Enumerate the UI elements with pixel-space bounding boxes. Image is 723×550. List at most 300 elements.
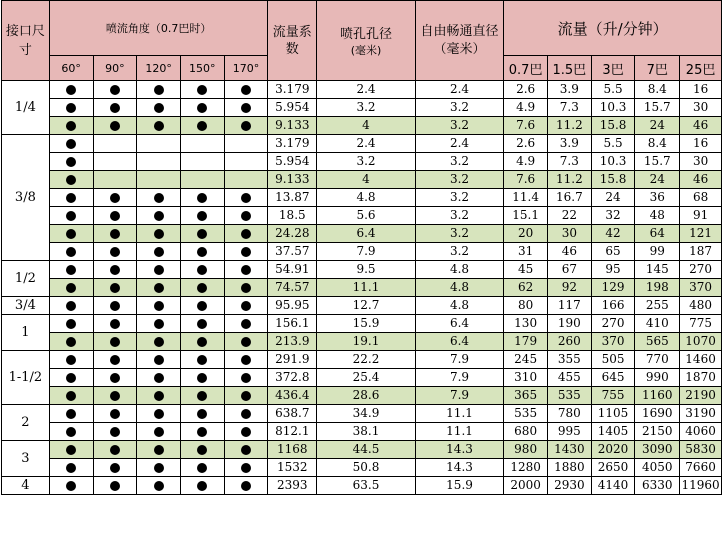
passage-cell: 2.4 [415, 135, 503, 153]
angle-cell [224, 477, 268, 495]
orifice-cell: 19.1 [317, 333, 416, 351]
available-dot-icon [110, 301, 120, 311]
available-dot-icon [197, 283, 207, 293]
available-dot-icon [66, 283, 76, 293]
angle-cell [180, 333, 224, 351]
flow-cell: 65 [591, 243, 635, 261]
passage-cell: 15.9 [415, 477, 503, 495]
angle-cell [49, 153, 93, 171]
header-coef: 流量系数 [268, 1, 317, 81]
available-dot-icon [66, 175, 76, 185]
flow-cell: 2930 [547, 477, 591, 495]
flow-cell: 410 [635, 315, 680, 333]
angle-cell [49, 333, 93, 351]
angle-cell [93, 117, 137, 135]
available-dot-icon [154, 391, 164, 401]
flow-cell: 24 [591, 189, 635, 207]
angle-cell [137, 153, 181, 171]
flow-cell: 36 [635, 189, 680, 207]
angle-cell [224, 81, 268, 99]
flow-cell: 505 [591, 351, 635, 369]
header-pressure: 7巴 [635, 56, 680, 81]
table-row [2, 135, 722, 153]
flow-cell: 4050 [635, 459, 680, 477]
flow-cell: 8.4 [635, 81, 680, 99]
angle-cell [180, 351, 224, 369]
flow-cell: 95 [591, 261, 635, 279]
flow-cell: 92 [547, 279, 591, 297]
passage-cell: 3.2 [415, 117, 503, 135]
available-dot-icon [197, 301, 207, 311]
available-dot-icon [110, 373, 120, 383]
available-dot-icon [154, 121, 164, 131]
flow-cell: 10.3 [591, 153, 635, 171]
flow-cell: 130 [504, 315, 548, 333]
flow-cell: 2020 [591, 441, 635, 459]
angle-cell [137, 225, 181, 243]
flow-cell: 30 [680, 99, 722, 117]
angle-cell [49, 423, 93, 441]
flow-cell: 370 [591, 333, 635, 351]
angle-cell [49, 135, 93, 153]
available-dot-icon [154, 427, 164, 437]
available-dot-icon [110, 463, 120, 473]
coef-cell: 2393 [268, 477, 317, 495]
passage-cell: 2.4 [415, 81, 503, 99]
angle-cell [224, 369, 268, 387]
available-dot-icon [110, 391, 120, 401]
flow-cell: 15.1 [504, 207, 548, 225]
orifice-cell: 28.6 [317, 387, 416, 405]
flow-cell: 48 [635, 207, 680, 225]
angle-cell [224, 207, 268, 225]
available-dot-icon [154, 463, 164, 473]
orifice-cell: 9.5 [317, 261, 416, 279]
table-row [2, 423, 722, 441]
available-dot-icon [66, 409, 76, 419]
available-dot-icon [154, 193, 164, 203]
angle-cell [180, 207, 224, 225]
flow-cell: 770 [635, 351, 680, 369]
angle-cell [93, 477, 137, 495]
available-dot-icon [110, 211, 120, 221]
table-row [2, 441, 722, 459]
flow-cell: 99 [635, 243, 680, 261]
available-dot-icon [241, 391, 251, 401]
table-row [2, 333, 722, 351]
angle-cell [137, 81, 181, 99]
available-dot-icon [197, 373, 207, 383]
available-dot-icon [110, 193, 120, 203]
angle-cell [180, 117, 224, 135]
header-angle: 90° [93, 56, 137, 81]
available-dot-icon [154, 301, 164, 311]
angle-cell [49, 225, 93, 243]
angle-cell [49, 369, 93, 387]
table-row [2, 99, 722, 117]
angle-cell [224, 423, 268, 441]
available-dot-icon [154, 319, 164, 329]
flow-cell: 1105 [591, 405, 635, 423]
coef-cell: 9.133 [268, 171, 317, 189]
flow-cell: 2000 [504, 477, 548, 495]
angle-cell [93, 135, 137, 153]
angle-cell [137, 279, 181, 297]
angle-cell [224, 441, 268, 459]
angle-cell [93, 81, 137, 99]
available-dot-icon [197, 355, 207, 365]
coef-cell: 1168 [268, 441, 317, 459]
available-dot-icon [154, 229, 164, 239]
flow-cell: 455 [547, 369, 591, 387]
flow-cell: 2150 [635, 423, 680, 441]
coef-cell: 638.7 [268, 405, 317, 423]
table-row [2, 261, 722, 279]
passage-cell: 3.2 [415, 153, 503, 171]
flow-cell: 198 [635, 279, 680, 297]
available-dot-icon [154, 355, 164, 365]
coef-cell: 156.1 [268, 315, 317, 333]
orifice-cell: 2.4 [317, 81, 416, 99]
angle-cell [93, 225, 137, 243]
angle-cell [49, 441, 93, 459]
available-dot-icon [241, 409, 251, 419]
angle-cell [93, 99, 137, 117]
available-dot-icon [154, 85, 164, 95]
orifice-cell: 15.9 [317, 315, 416, 333]
available-dot-icon [197, 193, 207, 203]
available-dot-icon [66, 301, 76, 311]
available-dot-icon [197, 211, 207, 221]
angle-cell [224, 459, 268, 477]
flow-cell: 68 [680, 189, 722, 207]
angle-cell [137, 315, 181, 333]
angle-cell [180, 153, 224, 171]
header-pressure: 1.5巴 [547, 56, 591, 81]
flow-cell: 1405 [591, 423, 635, 441]
angle-cell [93, 441, 137, 459]
flow-cell: 11960 [680, 477, 722, 495]
available-dot-icon [110, 355, 120, 365]
available-dot-icon [241, 373, 251, 383]
available-dot-icon [197, 427, 207, 437]
angle-cell [180, 441, 224, 459]
angle-cell [137, 135, 181, 153]
flow-cell: 179 [504, 333, 548, 351]
angle-cell [137, 297, 181, 315]
flow-cell: 1430 [547, 441, 591, 459]
passage-cell: 4.8 [415, 279, 503, 297]
available-dot-icon [197, 481, 207, 491]
available-dot-icon [110, 319, 120, 329]
header-angle-group: 喷流角度（0.7巴时） [49, 1, 268, 56]
flow-cell: 2.6 [504, 135, 548, 153]
flow-cell: 31 [504, 243, 548, 261]
available-dot-icon [241, 301, 251, 311]
available-dot-icon [66, 427, 76, 437]
angle-cell [49, 477, 93, 495]
table-row [2, 189, 722, 207]
size-cell: 1 [2, 315, 50, 351]
table-row [2, 297, 722, 315]
coef-cell: 3.179 [268, 81, 317, 99]
orifice-cell: 5.6 [317, 207, 416, 225]
orifice-cell: 25.4 [317, 369, 416, 387]
available-dot-icon [110, 85, 120, 95]
angle-cell [137, 369, 181, 387]
header-angle: 120° [137, 56, 181, 81]
header-flow-group: 流量（升/分钟） [504, 1, 722, 56]
available-dot-icon [154, 247, 164, 257]
flow-cell: 7.3 [547, 99, 591, 117]
flow-cell: 1070 [680, 333, 722, 351]
available-dot-icon [110, 481, 120, 491]
passage-cell: 6.4 [415, 315, 503, 333]
available-dot-icon [66, 319, 76, 329]
angle-cell [224, 333, 268, 351]
angle-cell [49, 279, 93, 297]
angle-cell [180, 189, 224, 207]
coef-cell: 74.57 [268, 279, 317, 297]
available-dot-icon [66, 337, 76, 347]
flow-cell: 121 [680, 225, 722, 243]
passage-cell: 7.9 [415, 369, 503, 387]
table-row [2, 81, 722, 99]
coef-cell: 18.5 [268, 207, 317, 225]
passage-cell: 3.2 [415, 99, 503, 117]
flow-cell: 46 [680, 171, 722, 189]
table-row [2, 153, 722, 171]
angle-cell [137, 171, 181, 189]
angle-cell [93, 315, 137, 333]
coef-cell: 812.1 [268, 423, 317, 441]
table-row [2, 405, 722, 423]
flow-cell: 24 [635, 117, 680, 135]
flow-cell: 6330 [635, 477, 680, 495]
available-dot-icon [197, 319, 207, 329]
flow-cell: 10.3 [591, 99, 635, 117]
flow-cell: 245 [504, 351, 548, 369]
available-dot-icon [241, 283, 251, 293]
angle-cell [49, 351, 93, 369]
angle-cell [49, 405, 93, 423]
header-angle: 60° [49, 56, 93, 81]
angle-cell [49, 99, 93, 117]
angle-cell [137, 117, 181, 135]
flow-cell: 775 [680, 315, 722, 333]
header-angle: 170° [224, 56, 268, 81]
angle-cell [93, 459, 137, 477]
flow-cell: 16.7 [547, 189, 591, 207]
header-passage: 自由畅通直径（毫米） [415, 1, 503, 81]
flow-cell: 5.5 [591, 135, 635, 153]
flow-cell: 3.9 [547, 81, 591, 99]
flow-cell: 22 [547, 207, 591, 225]
table-row [2, 117, 722, 135]
angle-cell [49, 171, 93, 189]
flow-cell: 7660 [680, 459, 722, 477]
coef-cell: 95.95 [268, 297, 317, 315]
available-dot-icon [66, 85, 76, 95]
angle-cell [93, 405, 137, 423]
available-dot-icon [197, 229, 207, 239]
angle-cell [224, 243, 268, 261]
available-dot-icon [154, 409, 164, 419]
angle-cell [93, 369, 137, 387]
available-dot-icon [241, 463, 251, 473]
angle-cell [224, 117, 268, 135]
available-dot-icon [241, 265, 251, 275]
available-dot-icon [197, 391, 207, 401]
flow-cell: 365 [504, 387, 548, 405]
passage-cell: 3.2 [415, 243, 503, 261]
flow-cell: 3090 [635, 441, 680, 459]
available-dot-icon [66, 229, 76, 239]
angle-cell [180, 315, 224, 333]
flow-cell: 260 [547, 333, 591, 351]
passage-cell: 6.4 [415, 333, 503, 351]
header-pressure: 25巴 [680, 56, 722, 81]
flow-cell: 4140 [591, 477, 635, 495]
angle-cell [224, 405, 268, 423]
flow-cell: 680 [504, 423, 548, 441]
flow-cell: 30 [680, 153, 722, 171]
flow-cell: 15.8 [591, 171, 635, 189]
orifice-cell: 3.2 [317, 153, 416, 171]
available-dot-icon [66, 211, 76, 221]
coef-cell: 1532 [268, 459, 317, 477]
available-dot-icon [66, 463, 76, 473]
available-dot-icon [66, 391, 76, 401]
flow-cell: 780 [547, 405, 591, 423]
available-dot-icon [241, 85, 251, 95]
passage-cell: 14.3 [415, 459, 503, 477]
angle-cell [180, 225, 224, 243]
angle-cell [224, 315, 268, 333]
orifice-cell: 63.5 [317, 477, 416, 495]
flow-cell: 3190 [680, 405, 722, 423]
coef-cell: 3.179 [268, 135, 317, 153]
available-dot-icon [66, 247, 76, 257]
flow-cell: 270 [680, 261, 722, 279]
passage-cell: 4.8 [415, 261, 503, 279]
passage-cell: 3.2 [415, 207, 503, 225]
angle-cell [93, 351, 137, 369]
coef-cell: 436.4 [268, 387, 317, 405]
table-row [2, 279, 722, 297]
angle-cell [224, 387, 268, 405]
available-dot-icon [110, 409, 120, 419]
orifice-cell: 44.5 [317, 441, 416, 459]
flow-cell: 145 [635, 261, 680, 279]
available-dot-icon [66, 103, 76, 113]
size-cell: 1/2 [2, 261, 50, 297]
flow-cell: 15.7 [635, 153, 680, 171]
flow-cell: 15.7 [635, 99, 680, 117]
orifice-cell: 34.9 [317, 405, 416, 423]
available-dot-icon [66, 121, 76, 131]
coef-cell: 9.133 [268, 117, 317, 135]
available-dot-icon [197, 103, 207, 113]
angle-cell [137, 333, 181, 351]
flow-cell: 91 [680, 207, 722, 225]
angle-cell [49, 459, 93, 477]
angle-cell [180, 261, 224, 279]
orifice-cell: 4 [317, 117, 416, 135]
angle-cell [224, 99, 268, 117]
angle-cell [93, 207, 137, 225]
angle-cell [137, 459, 181, 477]
available-dot-icon [154, 445, 164, 455]
angle-cell [93, 333, 137, 351]
available-dot-icon [241, 211, 251, 221]
flow-cell: 15.8 [591, 117, 635, 135]
available-dot-icon [110, 337, 120, 347]
passage-cell: 11.1 [415, 405, 503, 423]
available-dot-icon [241, 247, 251, 257]
available-dot-icon [154, 265, 164, 275]
available-dot-icon [110, 121, 120, 131]
available-dot-icon [110, 229, 120, 239]
angle-cell [224, 171, 268, 189]
orifice-cell: 22.2 [317, 351, 416, 369]
angle-cell [224, 135, 268, 153]
angle-cell [224, 297, 268, 315]
available-dot-icon [241, 481, 251, 491]
size-cell: 3 [2, 441, 50, 477]
header-orifice-unit: (毫米) [350, 44, 382, 57]
angle-cell [180, 459, 224, 477]
available-dot-icon [110, 247, 120, 257]
flow-cell: 30 [547, 225, 591, 243]
available-dot-icon [154, 337, 164, 347]
flow-cell: 11.2 [547, 171, 591, 189]
available-dot-icon [110, 265, 120, 275]
header-pressure: 0.7巴 [504, 56, 548, 81]
angle-cell [137, 351, 181, 369]
angle-cell [224, 261, 268, 279]
table-row [2, 459, 722, 477]
flow-cell: 129 [591, 279, 635, 297]
flow-cell: 1160 [635, 387, 680, 405]
angle-cell [49, 207, 93, 225]
angle-cell [180, 387, 224, 405]
available-dot-icon [197, 85, 207, 95]
passage-cell: 3.2 [415, 171, 503, 189]
available-dot-icon [154, 211, 164, 221]
flow-cell: 4.9 [504, 99, 548, 117]
flow-cell: 755 [591, 387, 635, 405]
flow-cell: 8.4 [635, 135, 680, 153]
available-dot-icon [241, 121, 251, 131]
angle-cell [180, 279, 224, 297]
flow-cell: 535 [547, 387, 591, 405]
flow-cell: 5.5 [591, 81, 635, 99]
size-cell: 3/8 [2, 135, 50, 261]
table-row [2, 225, 722, 243]
angle-cell [137, 423, 181, 441]
available-dot-icon [197, 463, 207, 473]
angle-cell [224, 351, 268, 369]
angle-cell [224, 225, 268, 243]
available-dot-icon [154, 103, 164, 113]
header-pressure: 3巴 [591, 56, 635, 81]
available-dot-icon [241, 103, 251, 113]
table-row [2, 369, 722, 387]
angle-cell [180, 477, 224, 495]
angle-cell [49, 387, 93, 405]
angle-cell [137, 99, 181, 117]
